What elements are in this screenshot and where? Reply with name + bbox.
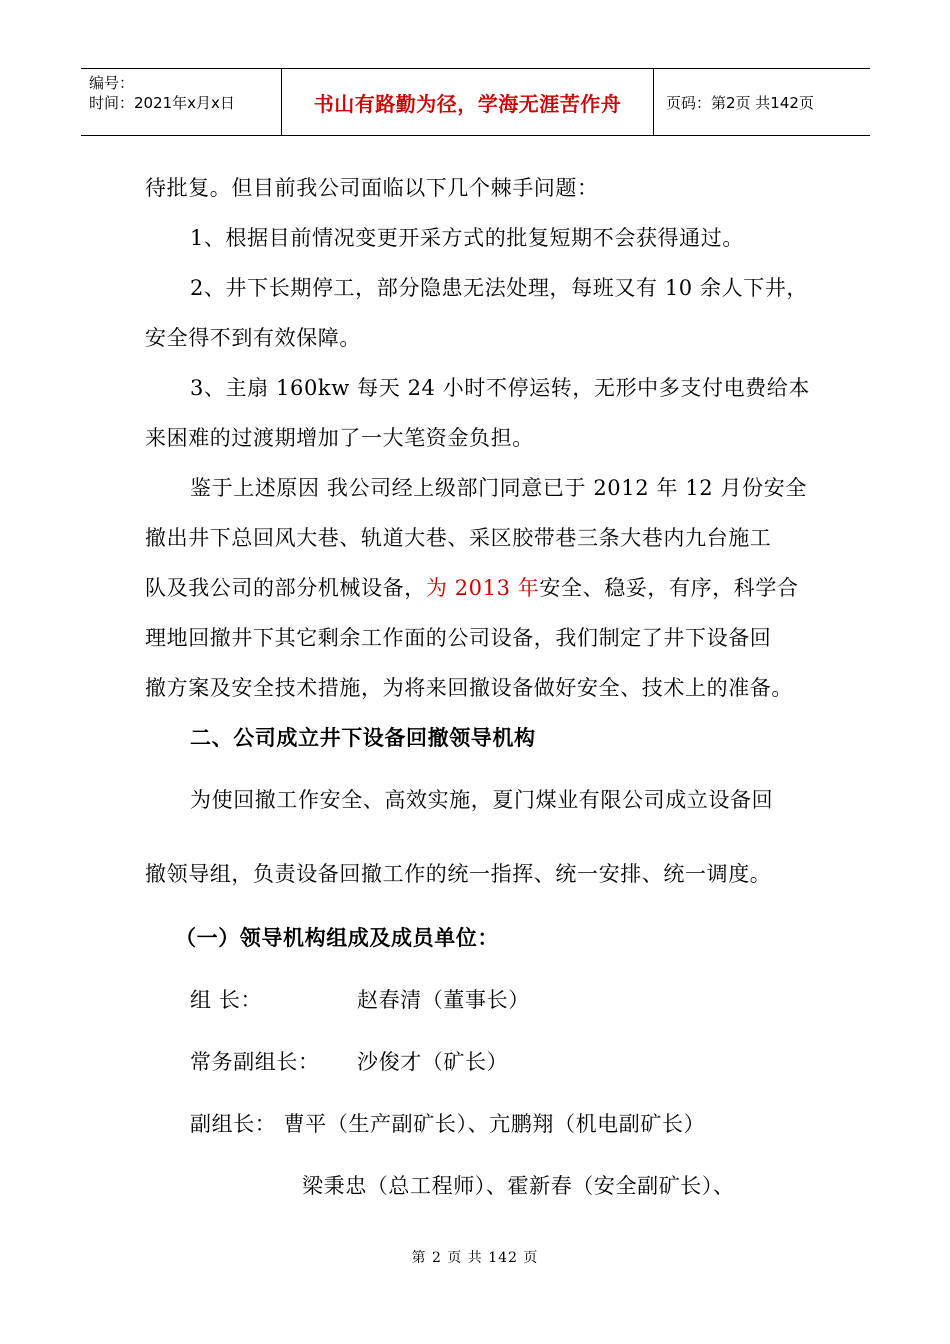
vice-leaders-line-2: 梁秉忠（总工程师）、霍新春（安全副矿长）、 [302,1174,735,1198]
body-line-4: 安全得不到有效保障。 [145,326,361,350]
number-label: 编号： [89,74,135,92]
highlight-2013: 为 2013 年 [425,576,540,600]
body-line-9 [145,572,799,602]
body-line-7: 鉴于上述原因 我公司经上级部门同意已于 2012 年 12 月份安全 [190,476,807,500]
header-motto: 书山有路勤为径，学海无涯苦作舟 [282,69,654,135]
body-line-9-a: 队及我公司的部分机械设备， [145,576,426,600]
exec-vice-name: 沙俊才（矿长） [357,1050,509,1074]
subsection-heading-1: （一）领导机构组成及成员单位： [175,926,499,950]
vice-leaders-line: 副组长： 曹平（生产副矿长）、亢鹏翔（机电副矿长） [190,1112,706,1136]
page-header [81,68,870,136]
exec-vice-label: 常务副组长： [190,1050,320,1074]
body-line-1: 待批复。但目前我公司面临以下几个棘手问题： [145,176,599,200]
page-footer: 第 2 页 共 142 页 [411,1250,539,1266]
body-line-10: 理地回撤井下其它剩余工作面的公司设备，我们制定了井下设备回 [145,626,772,650]
body-line-2: 1、根据目前情况变更开采方式的批复短期不会获得通过。 [190,226,744,250]
section-heading-2: 二、公司成立井下设备回撤领导机构 [190,726,536,750]
leader-name: 赵春清（董事长） [357,988,530,1012]
body-line-5: 3、主扇 160kw 每天 24 小时不停运转，无形中多支付电费给本 [190,376,810,400]
leader-label: 组 长： [190,988,263,1012]
body-line-9-b: 安全、稳妥，有序，科学合 [539,576,799,600]
header-meta [81,69,282,135]
body-line-13: 撤领导组，负责设备回撤工作的统一指挥、统一安排、统一调度。 [145,862,772,886]
body-line-6: 来困难的过渡期增加了一大笔资金负担。 [145,426,534,450]
body-line-12: 为使回撤工作安全、高效实施，夏门煤业有限公司成立设备回 [190,788,774,812]
header-page-label: 页码：第2页 共142页 [666,93,814,112]
body-line-8: 撤出井下总回风大巷、轨道大巷、采区胶带巷三条大巷内九台施工 [145,526,772,550]
body-line-11: 撤方案及安全技术措施，为将来回撤设备做好安全、技术上的准备。 [145,676,793,700]
date-label: 时间：2021年x月x日 [89,94,235,112]
body-line-3: 2、井下长期停工，部分隐患无法处理，每班又有 10 余人下井， [190,276,809,300]
